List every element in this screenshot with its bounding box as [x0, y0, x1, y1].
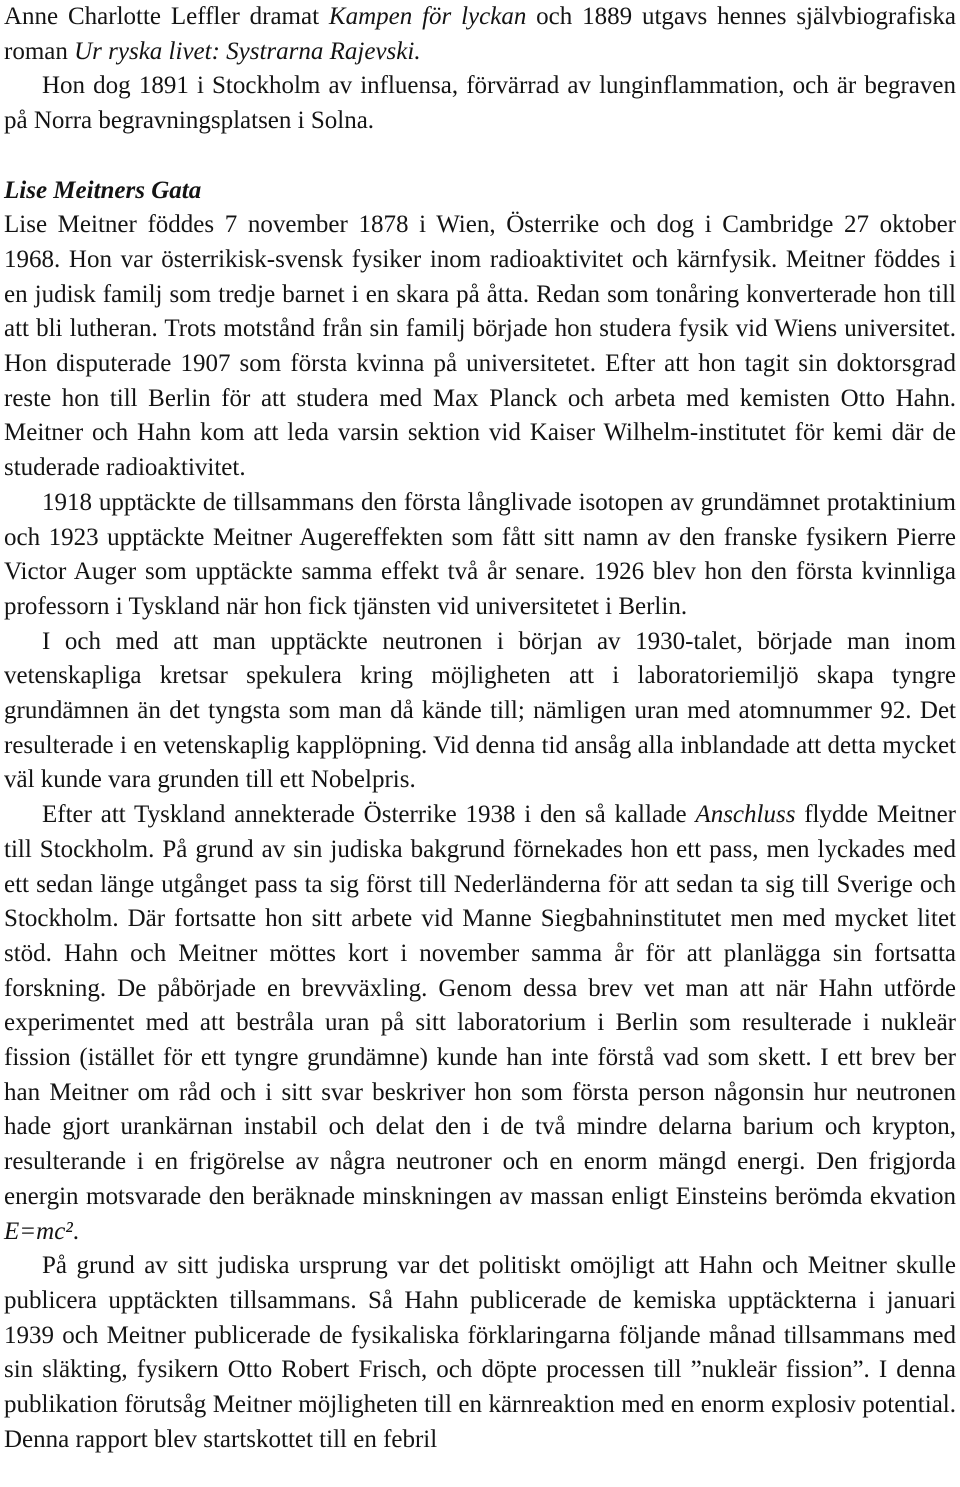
paragraph-4-text-3: .: [72, 1217, 80, 1245]
equation: E=mc²: [4, 1217, 73, 1245]
section-heading: Lise Meitners Gata: [4, 176, 202, 204]
intro-text-2: och 1889 utgavs hennes självbiografiska roman: [4, 3, 957, 65]
paragraph-4-text-2: flydde Meitner till Stockholm. På grund av sin judiska bakgrund förnekades hon ett pass, men lyckades med ett sedan länge utgånget pass ta sig först till Nederländerna för att sedan ta sig till Sverige och Stockholm. Där fortsatte hon sitt arbete vid Manne Siegbahninstitutet men med mycket litet stöd. Hahn och Meitner möttes kort i november samma år för att planlägga sin fortsatta forskning. De påbörjade en brevväxling. Genom dessa brev vet man att när Hahn utförde experimentet med att bestråla uran på sitt laboratorium i Berlin som resulterade i nukleär fission (istället för ett tyngre grundämne) kunde han inte förstå vad som skett. I ett brev ber han Meitner om råd och i sitt svar beskriver hon som första person någonsin hur neutronen hade gjort urankärnan instabil och delat den i de två mindre delarna barium och krypton, resulterande i en frigörelse av några neutroner och en enorm mängd energi. Den frigjorda energin motsvarade den beräknade minskningen av massan enligt Einsteins berömda ekvation: [4, 801, 956, 1210]
death-paragraph: Hon dog 1891 i Stockholm av influensa, förvärrad av lunginflammation, och är begraven på Norra begravningsplatsen i Solna.: [4, 72, 956, 135]
play-title: Kampen för lyckan: [328, 3, 527, 30]
section-paragraph-1: Lise Meitner föddes 7 november 1878 i Wien, Österrike och dog i Cambridge 27 oktober 1968. Hon var österrikisk-svensk fysiker inom radioaktivitet och kärnfysik. Meitner föddes i en judisk familj som tredje barnet i en skara på åtta. Redan som tonåring konverterade hon till att bli lutheran. Trots motstånd från sin familj började hon studera fysik vid Wiens universitet. Hon disputerade 1907 som första kvinna på universitetet. Efter att hon tagit sin doktorsgrad reste hon till Berlin för att studera med Max Planck och arbeta med kemisten Otto Hahn. Meitner och Hahn kom att leda varsin sektion vid Kaiser Wilhelm-institutet för kemi där de studerade radioaktivitet.: [4, 211, 956, 482]
section-paragraph-2: 1918 upptäckte de tillsammans den första långlivade isotopen av grundämnet protaktinium och 1923 upptäckte Meitner Augereffekten som fått sitt namn av den franske fysikern Pierre Victor Auger som upptäckte samma effekt två år senare. 1926 blev hon den första kvinnliga professorn i Tyskland när hon fick tjänsten vid universitetet i Berlin.: [4, 488, 956, 620]
paragraph-4-text-1: Efter att Tyskland annekterade Österrike 1938 i den så kallade: [42, 801, 696, 829]
novel-title: Ur ryska livet: Systrarna Rajevski.: [74, 37, 421, 65]
intro-paragraph: [4, 0, 956, 69]
section-paragraph-3: I och med att man upptäckte neutronen i början av 1930-talet, började man inom vetenskapliga kretsar spekulera kring möjligheten att i laboratoriemiljö skapa tyngre grundämnen än det tyngsta som man då kände till; nämligen uran med atomnummer 92. Det resulterade i en vetenskaplig kapplöpning. Vid denna tid ansåg alla inblandade att detta mycket väl kunde vara grunden till ett Nobelpris.: [4, 627, 956, 794]
anschluss-term: Anschluss: [695, 801, 796, 829]
section-paragraph-5: På grund av sitt judiska ursprung var det politiskt omöjligt att Hahn och Meitner skulle publicera upptäckten tillsammans. Så Hahn publicerade de kemiska upptäckterna i januari 1939 och Meitner publicerade de fysikaliska förklaringarna följande månad tillsammans med sin släkting, fysikern Otto Robert Frisch, och döpte processen till ”nukleär fission”. I denna publikation förutsåg Meitner möjligheten till en kärnreaktion med en enorm explosiv potential. Denna rapport blev startskottet till en febril: [4, 1252, 956, 1453]
document-page: [4, 0, 956, 1458]
intro-text-1: Anne Charlotte Leffler dramat: [4, 3, 329, 30]
section-paragraph-4: [4, 798, 956, 1249]
